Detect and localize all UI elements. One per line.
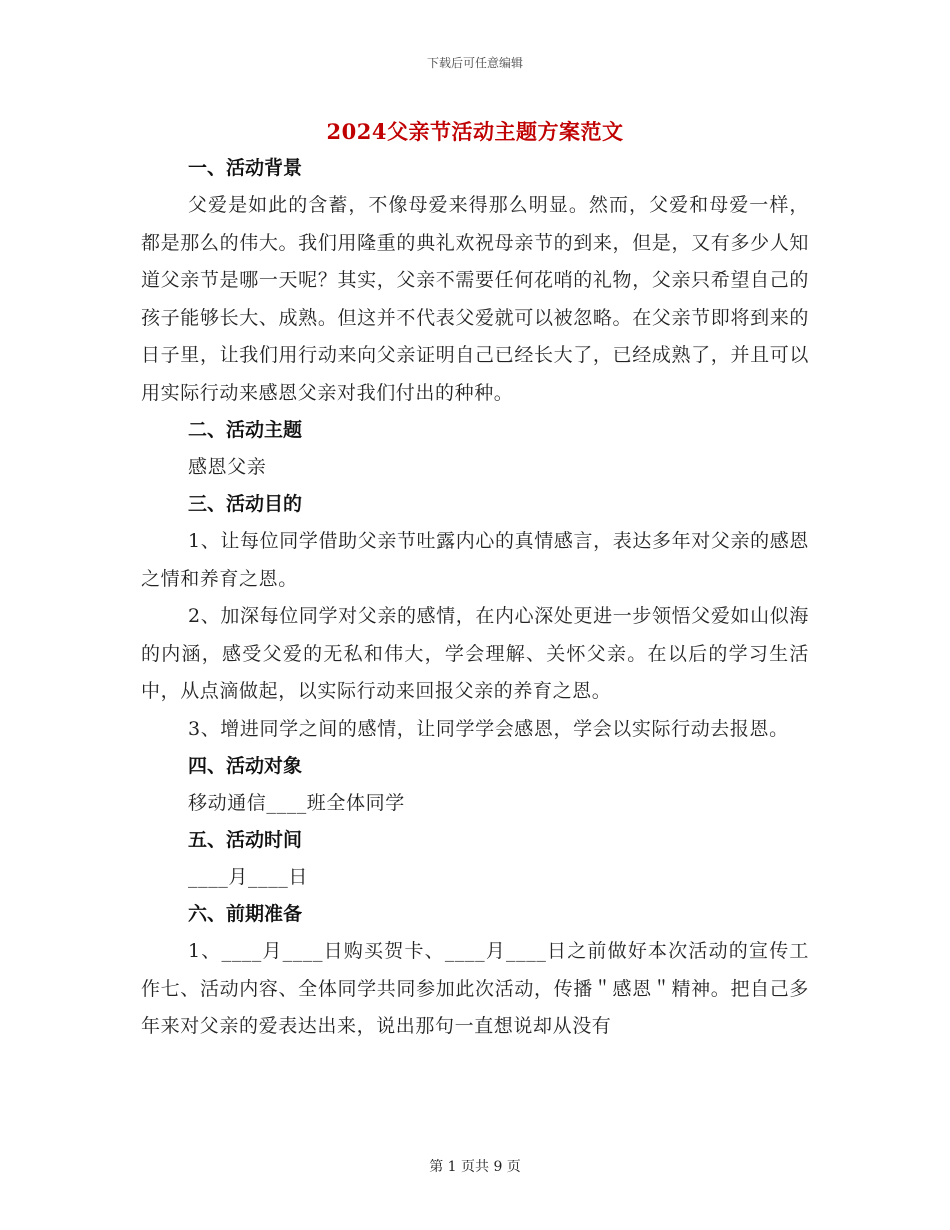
section-heading-theme: 二、活动主题 [188, 419, 303, 441]
section-heading-preparation: 六、前期准备 [188, 903, 303, 925]
page-footer: 第 1 页共 9 页 [429, 1159, 521, 1175]
paragraph-preparation-1: 1、____月____日购买贺卡、____月____日之前做好本次活动的宣传工作七、活动内容、全体同学共同参加此次活动，传播＂感恩＂精神。把自己多年来对父亲的爱表达出来，说出那句一直想说却从没有 [141, 940, 809, 1037]
paragraph-time: ____月____日 [188, 866, 309, 888]
document-title: 2024父亲节活动主题方案范文 [326, 119, 624, 144]
paragraph-purpose-1: 1、让每位同学借助父亲节吐露内心的真情感言，表达多年对父亲的感恩之情和养育之恩。 [141, 530, 809, 590]
page-header: 下载后可任意编辑 [426, 56, 523, 70]
paragraph-purpose-3: 3、增进同学之间的感情，让同学学会感恩，学会以实际行动去报恩。 [188, 717, 789, 740]
paragraph-audience: 移动通信____班全体同学 [188, 792, 405, 814]
section-heading-audience: 四、活动对象 [188, 755, 303, 777]
paragraph-theme: 感恩父亲 [188, 456, 267, 478]
paragraph-background: 父爱是如此的含蓄，不像母爱来得那么明显。然而，父爱和母爱一样，都是那么的伟大。我们用隆重的典礼欢祝母亲节的到来，但是，又有多少人知道父亲节是哪一天呢？其实，父亲不需要任何花哨的礼物，父亲只希望自己的孩子能够长大、成熟。但这并不代表父爱就可以被忽略。在父亲节即将到来的日子里，让我们用行动来向父亲证明自己已经长大了，已经成熟了，并且可以用实际行动来感恩父亲对我们付出的种种。 [141, 194, 809, 404]
section-heading-purpose: 三、活动目的 [188, 493, 303, 515]
document-body [141, 150, 809, 1046]
section-heading-background: 一、活动背景 [188, 157, 303, 179]
paragraph-purpose-2: 2、加深每位同学对父亲的感情，在内心深处更进一步领悟父爱如山似海的内涵，感受父爱的无私和伟大，学会理解、关怀父亲。在以后的学习生活中，从点滴做起，以实际行动来回报父亲的养育之恩。 [141, 605, 809, 702]
section-heading-time: 五、活动时间 [188, 829, 303, 851]
